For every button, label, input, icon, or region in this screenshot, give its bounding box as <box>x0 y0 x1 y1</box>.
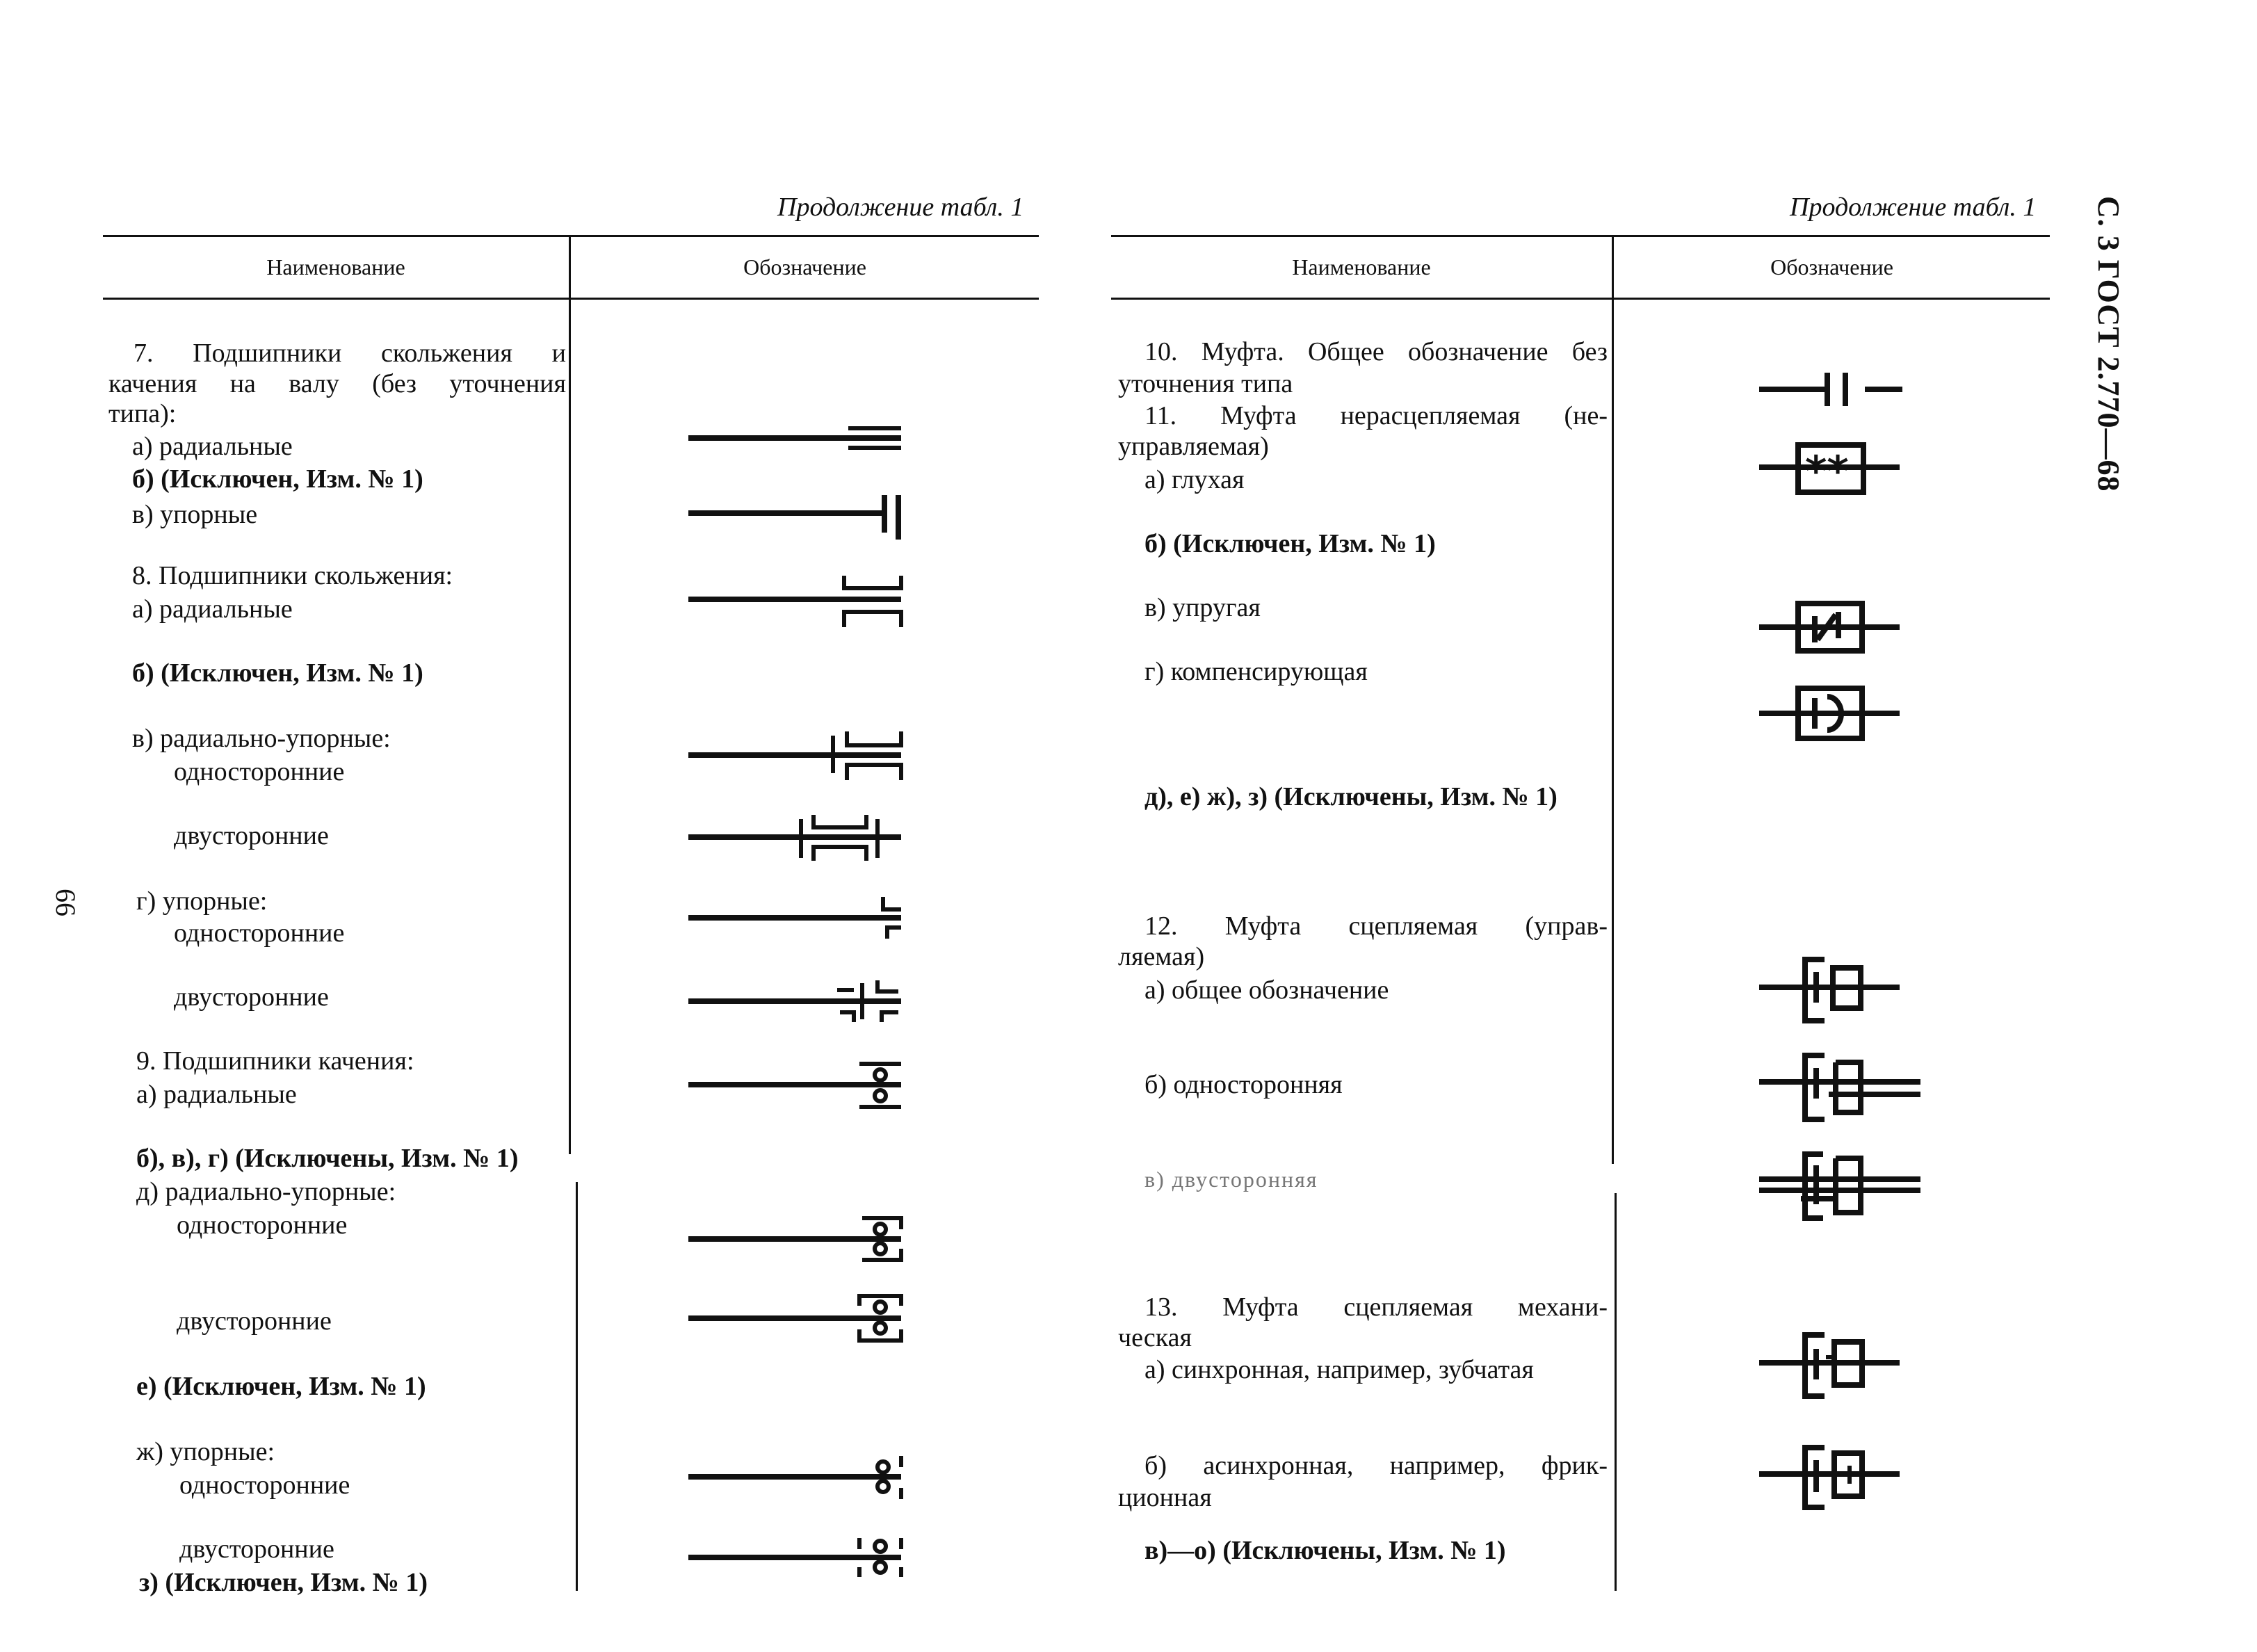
row12b: б) односторонняя <box>1144 1070 1343 1099</box>
row13vo: в)—о) (Исключены, Изм. № 1) <box>1144 1536 1506 1565</box>
left-continuation-label: Продолжение табл. 1 <box>777 193 1024 222</box>
row9zh-one: односторонние <box>179 1471 350 1500</box>
row8: 8. Подшипники скольжения: <box>132 561 453 590</box>
row9d-two: двусторонние <box>177 1306 332 1336</box>
row7b: б) (Исключен, Изм. № 1) <box>132 464 423 494</box>
svg-text:**: ** <box>1805 447 1849 496</box>
symbol-10-coupling <box>1759 373 1902 406</box>
row8a: а) радиальные <box>132 594 293 624</box>
page-number: 66 <box>50 889 81 916</box>
row8g-one: односторонние <box>174 918 345 948</box>
row11a: а) глухая <box>1144 465 1245 494</box>
row13-line2: ческая <box>1118 1323 1192 1352</box>
symbol-11g-compensating <box>1759 688 1900 738</box>
row9z: з) (Исключен, Изм. № 1) <box>139 1568 428 1597</box>
symbol-12v-two-sided <box>1759 1154 1920 1218</box>
row9d: д) радиально-упорные: <box>136 1177 396 1206</box>
row12a: а) общее обозначение <box>1144 975 1389 1005</box>
right-continuation-label: Продолжение табл. 1 <box>1790 193 2037 222</box>
right-col-name-header: Наименование <box>1292 254 1431 280</box>
symbol-13a-synchronous <box>1759 1335 1900 1396</box>
row7-line2: качения на валу (без уточнения <box>108 369 566 398</box>
row11g: г) компенсирующая <box>1144 657 1368 686</box>
row13a: а) синхронная, например, зубчатая <box>1144 1355 1534 1384</box>
row11-line1: 11. Муфта нерасцепляемая (не- <box>1144 401 1608 430</box>
row8b: б) (Исключен, Изм. № 1) <box>132 658 423 688</box>
symbol-11v-elastic <box>1759 604 1900 651</box>
row7-line3: типа): <box>108 399 177 428</box>
row12-line2: ляемая) <box>1118 942 1205 971</box>
row12v: в) двусторонняя <box>1144 1167 1318 1192</box>
row9a: а) радиальные <box>136 1080 297 1109</box>
left-col-name-header: Наименование <box>266 254 405 280</box>
row9bvg: б), в), г) (Исключены, Изм. № 1) <box>136 1144 519 1173</box>
side-standard-label: С. 3 ГОСТ 2.770—68 <box>2092 196 2126 492</box>
row9zh: ж) упорные: <box>136 1437 275 1466</box>
row9zh-two: двусторонние <box>179 1534 334 1564</box>
row8v-one: односторонние <box>174 757 345 786</box>
symbol-13b-asynchronous <box>1759 1448 1900 1507</box>
row12-line1: 12. Муфта сцепляемая (управ- <box>1144 912 1608 941</box>
symbol-12a-controlled <box>1759 959 1900 1021</box>
row13-line1: 13. Муфта сцепляемая механи- <box>1144 1293 1608 1322</box>
row7a: а) радиальные <box>132 432 293 461</box>
row11-line2: управляемая) <box>1118 432 1269 461</box>
row8g-two: двусторонние <box>174 982 329 1012</box>
row7-line1: 7. Подшипники скольжения и <box>134 339 566 368</box>
row8v-two: двусторонние <box>174 821 329 850</box>
row10-line1: 10. Муфта. Общее обозначение без <box>1144 337 1608 366</box>
symbol-12b-one-sided <box>1759 1055 1920 1119</box>
row7v: в) упорные <box>132 500 258 529</box>
row11b: б) (Исключен, Изм. № 1) <box>1144 529 1436 558</box>
left-col-symbol-header: Обозначение <box>743 254 866 280</box>
row8g: г) упорные: <box>136 886 268 916</box>
row8v: в) радиально-упорные: <box>132 724 391 753</box>
row10-line2: уточнения типа <box>1118 369 1293 398</box>
symbol-11a-rigid <box>1759 445 1900 496</box>
right-col-symbol-header: Обозначение <box>1770 254 1893 280</box>
row11dez: д), е) ж), з) (Исключены, Изм. № 1) <box>1144 782 1558 811</box>
row13b-line1: б) асинхронная, например, фрик- <box>1144 1451 1608 1480</box>
row9d-one: односторонние <box>177 1210 348 1240</box>
row9e: е) (Исключен, Изм. № 1) <box>136 1372 426 1401</box>
row11v: в) упругая <box>1144 593 1261 622</box>
row13b-line2: ционная <box>1118 1483 1212 1512</box>
row9: 9. Подшипники качения: <box>136 1046 414 1076</box>
